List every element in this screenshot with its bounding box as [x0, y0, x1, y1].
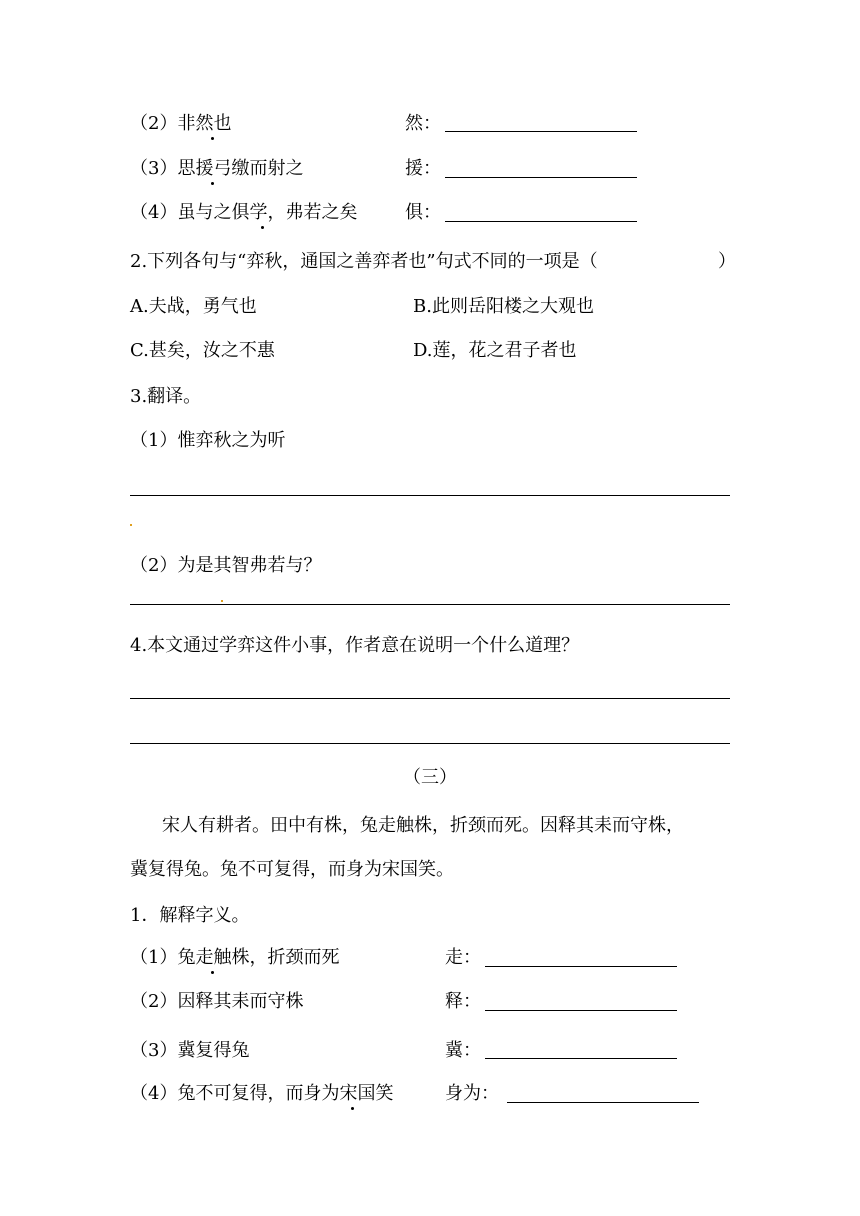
- word-item-target: 释：: [445, 991, 481, 1012]
- translation-item: （2）为是其智弗若与？: [130, 555, 322, 576]
- question-2-stem: 2.下列各句与“弈秋，通国之善弈者也”句式不同的一项是（: [130, 251, 598, 272]
- word-item-target: 俱：: [405, 202, 441, 223]
- word-item-target: 冀：: [445, 1040, 481, 1061]
- emphasis-dot: [351, 1107, 354, 1110]
- option-a: A.夫战，勇气也: [130, 296, 257, 317]
- answer-blank[interactable]: [445, 221, 637, 222]
- passage-line: 宋人有耕者。田中有株，兔走触株，折颈而死。因释其耒而守株，: [162, 815, 684, 836]
- word-item-target: 援：: [405, 158, 441, 179]
- word-item-label: （4）兔不可复得，而身为宋国笑: [130, 1083, 394, 1104]
- print-speck: [130, 524, 132, 526]
- passage-line: 冀复得兔。兔不可复得，而身为宋国笑。: [130, 859, 454, 880]
- answer-blank[interactable]: [507, 1102, 699, 1103]
- word-item-target: 然：: [405, 113, 441, 134]
- option-d: D.莲，花之君子者也: [413, 340, 577, 361]
- emphasis-dot: [211, 137, 214, 140]
- answer-blank[interactable]: [485, 966, 677, 967]
- emphasis-dot: [211, 971, 214, 974]
- word-item-label: （2）非然也: [130, 113, 232, 134]
- section-heading: （三）: [403, 767, 457, 788]
- answer-blank[interactable]: [445, 177, 637, 178]
- word-item-target: 身为：: [445, 1083, 499, 1104]
- question-3-title: 3.翻译。: [130, 386, 202, 407]
- word-item-label: （4）虽与之俱学，弗若之矣: [130, 202, 358, 223]
- translation-item: （1）惟弈秋之为听: [130, 430, 286, 451]
- print-speck: [221, 600, 223, 602]
- answer-blank[interactable]: [485, 1010, 677, 1011]
- answer-blank[interactable]: [485, 1058, 677, 1059]
- answer-line[interactable]: [130, 604, 730, 605]
- question-4: 4.本文通过学弈这件小事，作者意在说明一个什么道理？: [130, 635, 580, 656]
- option-c: C.甚矣，汝之不惠: [130, 340, 275, 361]
- emphasis-dot: [211, 182, 214, 185]
- answer-line[interactable]: [130, 495, 730, 496]
- word-item-target: 走：: [445, 947, 481, 968]
- question-2-close-paren: ）: [718, 251, 736, 272]
- question-1-title: 1．解释字义。: [130, 905, 250, 926]
- word-item-label: （3）思援弓缴而射之: [130, 158, 304, 179]
- word-item-label: （3）冀复得兔: [130, 1040, 250, 1061]
- answer-line[interactable]: [130, 698, 730, 699]
- answer-line[interactable]: [130, 743, 730, 744]
- emphasis-dot: [261, 226, 264, 229]
- answer-blank[interactable]: [445, 131, 637, 132]
- word-item-label: （2）因释其耒而守株: [130, 991, 304, 1012]
- word-item-label: （1）兔走触株，折颈而死: [130, 947, 340, 968]
- option-b: B.此则岳阳楼之大观也: [413, 296, 594, 317]
